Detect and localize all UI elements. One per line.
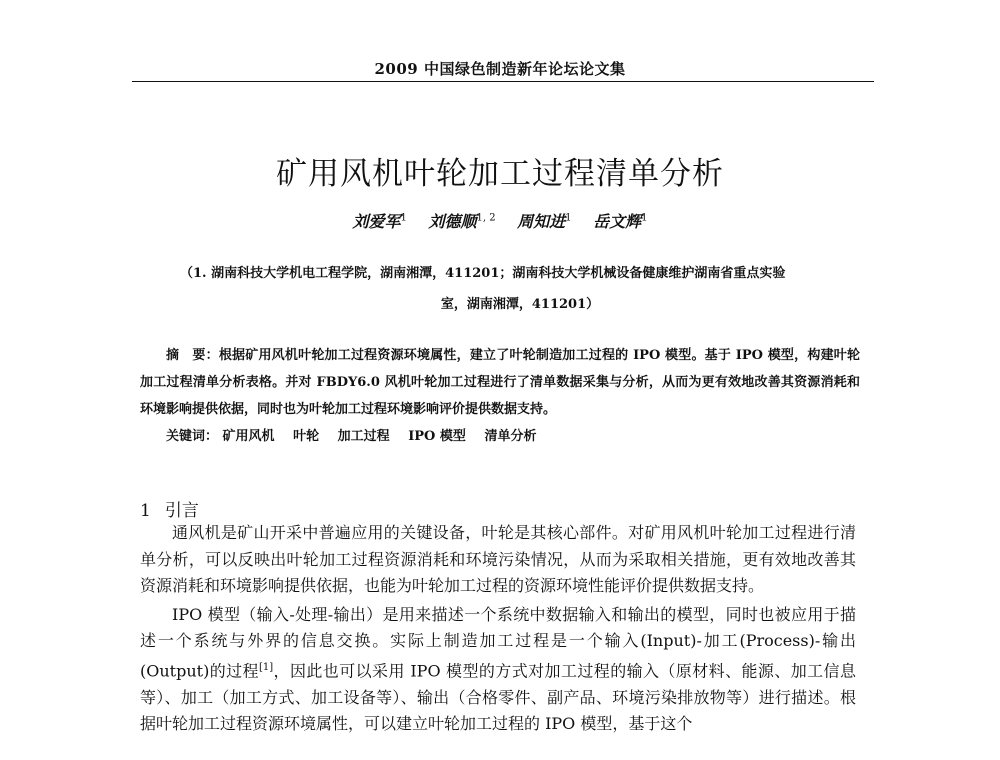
section-body xyxy=(140,520,856,738)
citation: [1] xyxy=(258,661,274,673)
keyword: 清单分析 xyxy=(484,429,537,444)
keywords-label: 关键词： xyxy=(166,429,219,444)
section-heading xyxy=(140,496,199,521)
author: 刘德顺$^{1, 2}$ xyxy=(428,212,496,231)
header-rule xyxy=(132,81,874,82)
keyword: 叶轮 xyxy=(293,429,320,444)
affiliation-line: （1. 湖南科技大学机电工程学院，湖南湘潭，411201；湖南科技大学机械设备健康维护湖南省重点实验 xyxy=(180,266,786,281)
author-list xyxy=(0,209,1000,232)
keyword: IPO 模型 xyxy=(408,429,466,444)
author: 刘爱军$^1$ xyxy=(352,212,407,231)
paragraph: IPO 模型（输入-处理-输出）是用来描述一个系统中数据输入和输出的模型，同时也被应用于描述一个系统与外界的信息交换。实际上制造加工过程是一个输入(Input)-加工(Process)-输出(Output)的过程[1]，因此也可以采用 IPO 模型的方式对加工过程的输入（原材料、能源、加工信息等）、加工（加工方式、加工设备等）、输出（合格零件、副产品、环境污染排放物等）进行描述。根据叶轮加工过程资源环境属性，可以建立叶轮加工过程的 IPO 模型，基于这个 xyxy=(140,604,856,734)
running-header: 2009 中国绿色制造新年论坛论文集 xyxy=(374,60,626,78)
author: 岳文辉$^1$ xyxy=(593,212,648,231)
section-number: 1 xyxy=(140,501,151,521)
affiliation-line: 室，湖南湘潭，411201） xyxy=(440,297,600,312)
abstract xyxy=(140,342,860,423)
author: 周知进$^1$ xyxy=(517,212,572,231)
affiliations xyxy=(180,258,860,320)
abstract-text: 根据矿用风机叶轮加工过程资源环境属性，建立了叶轮制造加工过程的 IPO 模型。基于 IPO 模型，构建叶轮加工过程清单分析表格。并对 FBDY6.0 风机叶轮加工过程进行了清单数据采集与分析，从而为更有效地改善其资源消耗和环境影响提供依据，同时也为叶轮加工过程环境影响评价提供数据支持。 xyxy=(140,348,860,417)
keyword: 加工过程 xyxy=(337,429,390,444)
paragraph: 通风机是矿山开采中普遍应用的关键设备，叶轮是其核心部件。对矿用风机叶轮加工过程进行清单分析，可以反映出叶轮加工过程资源消耗和环境污染情况，从而为采取相关措施，更有效地改善其资源消耗和环境影响提供依据，也能为叶轮加工过程的资源环境性能评价提供数据支持。 xyxy=(140,523,856,596)
abstract-label: 摘 要： xyxy=(166,348,219,363)
keywords xyxy=(166,425,860,444)
paper-title: 矿用风机叶轮加工过程清单分析 xyxy=(276,156,724,192)
keyword: 矿用风机 xyxy=(222,429,275,444)
section-title: 引言 xyxy=(164,501,199,521)
